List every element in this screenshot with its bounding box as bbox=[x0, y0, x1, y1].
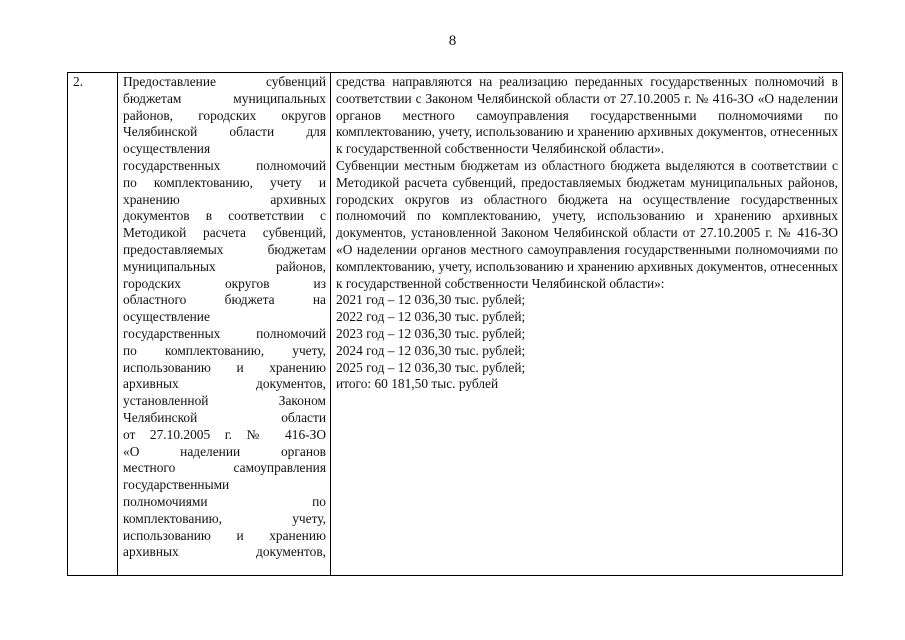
measure-name-line: «О наделении органов bbox=[123, 443, 326, 459]
description-paragraph-2: Субвенции местным бюджетам из областного бюджета выделяются в соответствии с Методикой расчета субвенций, предоставляемых бюджетам муниципальных районов, городских округов из областного бюджета на осуществление государственных полномочий по комплектованию, учету, использованию и хранению архивных документов, установленной Законом Челябинской области от 27.10.2005 г. № 416-ЗО «О наделении органов местного самоуправления государственными полномочиями по комплектованию, учету, использованию и хранению архивных документов, отнесенных к государственной собственности Челябинской области»: bbox=[336, 157, 838, 291]
measure-name-line: муниципальных районов, bbox=[123, 258, 326, 274]
measure-name-line: использованию и хранению bbox=[123, 527, 326, 543]
measure-description-cell bbox=[331, 73, 843, 576]
amount-line: 2023 год – 12 036,30 тыс. рублей; bbox=[336, 325, 526, 341]
table-row bbox=[68, 73, 843, 576]
amount-line: 2021 год – 12 036,30 тыс. рублей; bbox=[336, 292, 526, 308]
measure-name-line: Челябинской области для bbox=[123, 124, 326, 140]
measure-name-line: полномочиями по bbox=[123, 493, 326, 509]
measure-name-line: установленной Законом bbox=[123, 393, 326, 409]
measure-name-cell bbox=[118, 73, 331, 576]
measure-name-line: по комплектованию, учету и bbox=[123, 174, 326, 190]
measure-name-line: государственных полномочий bbox=[123, 325, 326, 341]
measure-name-line: архивных документов, bbox=[123, 376, 326, 392]
measure-name-line: использованию и хранению bbox=[123, 359, 326, 375]
page-number: 8 bbox=[448, 33, 457, 49]
amount-line: 2022 год – 12 036,30 тыс. рублей; bbox=[336, 309, 526, 325]
measure-name-line: городских округов из bbox=[123, 275, 326, 291]
measure-name-line: областного бюджета на bbox=[123, 292, 326, 308]
measure-name-line: Челябинской области bbox=[123, 409, 326, 425]
amount-line: 2025 год – 12 036,30 тыс. рублей; bbox=[336, 359, 526, 375]
measure-name-line: районов, городских округов bbox=[123, 107, 326, 123]
amount-list bbox=[336, 292, 838, 393]
measure-name-line: по комплектованию, учету, bbox=[123, 342, 326, 358]
measure-name-line: хранению архивных bbox=[123, 191, 326, 207]
measure-name-line: осуществления bbox=[123, 141, 211, 157]
measure-name-line: местного самоуправления bbox=[123, 460, 326, 476]
measure-name-line: государственными bbox=[123, 477, 230, 493]
measure-name-line: Методикой расчета субвенций, bbox=[123, 225, 326, 241]
measure-name-line: осуществление bbox=[123, 309, 210, 325]
measure-name-line: предоставляемых бюджетам bbox=[123, 241, 326, 257]
measure-name-line: бюджетам муниципальных bbox=[123, 90, 326, 106]
row-number: 2. bbox=[68, 73, 118, 576]
measure-name-text bbox=[123, 74, 326, 561]
amount-total: итого: 60 181,50 тыс. рублей bbox=[336, 376, 499, 392]
measure-name-line: документов в соответствии с bbox=[123, 208, 326, 224]
measure-name-line: архивных документов, bbox=[123, 544, 326, 560]
measure-name-line: от 27.10.2005 г. № 416-ЗО bbox=[123, 426, 326, 442]
description-paragraph-1: средства направляются на реализацию переданных государственных полномочий в соответствии с Законом Челябинской области от 27.10.2005 г. № 416-ЗО «О наделении органов местного самоуправления государственными полномочиями по комплектованию, учету, использованию и хранению архивных документов, отнесенных к государственной собственности Челябинской области». bbox=[336, 74, 838, 157]
amount-line: 2024 год – 12 036,30 тыс. рублей; bbox=[336, 342, 526, 358]
measure-name-line: комплектованию, учету, bbox=[123, 510, 326, 526]
measure-name-line: Предоставление субвенций bbox=[123, 74, 326, 89]
program-table bbox=[67, 72, 843, 576]
measure-name-line: государственных полномочий bbox=[123, 157, 326, 173]
